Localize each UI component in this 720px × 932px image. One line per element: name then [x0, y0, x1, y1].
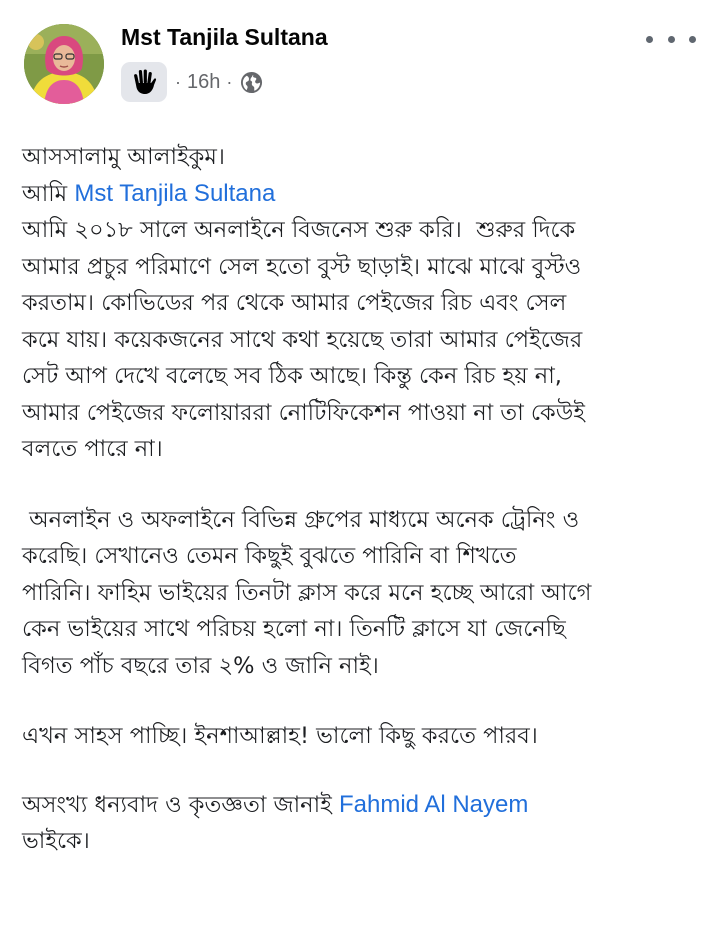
- paragraph-gap: [22, 755, 702, 787]
- paragraph-gap: [22, 468, 702, 502]
- thanks-suffix: ভাইকে।: [22, 828, 90, 854]
- thanks-prefix: অসংখ্য ধন্যবাদ ও কৃতজ্ঞতা জানাই: [22, 791, 339, 818]
- author-name[interactable]: Mst Tanjila Sultana: [121, 24, 328, 50]
- intro-prefix: আমি: [22, 180, 75, 207]
- dot: [689, 36, 696, 43]
- post-header: [0, 0, 720, 120]
- more-options-icon[interactable]: [646, 24, 696, 54]
- dot: [668, 36, 675, 43]
- greeting-text: আসসালামু আলাইকুম।: [22, 144, 225, 170]
- post-meta: [121, 62, 263, 102]
- raised-hand-icon[interactable]: [121, 62, 167, 102]
- avatar-image: [24, 24, 104, 104]
- separator-dot: ·: [175, 71, 181, 92]
- intro-line: [22, 176, 702, 213]
- paragraph-gap: [22, 684, 702, 718]
- dot: [646, 36, 653, 43]
- globe-icon: [240, 71, 263, 94]
- author-mention-link[interactable]: Mst Tanjila Sultana: [74, 179, 276, 207]
- avatar[interactable]: [24, 24, 104, 104]
- paragraph-1: আমি ২০১৮ সালে অনলাইনে বিজনেস শুরু করি। শুরুর দিকে আমার প্রচুর পরিমাণে সেল হতো বুস্ট ছাড়াই। মাঝে মাঝে বুস্টও করতাম। কোভিডের পর থেকে আমার পেইজের রিচ এবং সেল কমে যায়। কয়েকজনের সাথে কথা হয়েছে তারা আমার পেইজের সেট আপ দেখে বলেছে সব ঠিক আছে। কিন্তু কেন রিচ হয় না, আমার পেইজের ফলোয়াররা নোটিফিকেশন পাওয়া না তা কেউই বলতে পারে না।: [22, 217, 585, 462]
- post-timestamp[interactable]: 16h: [187, 70, 221, 93]
- paragraph-2: অনলাইন ও অফলাইনে বিভিন্ন গ্রুপের মাধ্যমে অনেক ট্রেনিং ও করেছি। সেখানেও তেমন কিছুই বুঝতে পারিনি বা শিখতে পারিনি। ফাহিম ভাইয়ের তিনটা ক্লাস করে মনে হচ্ছে আরো আগে কেন ভাইয়ের সাথে পরিচয় হলো না। তিনটি ক্লাসে যা জেনেছি বিগত পাঁচ বছরে তার ২% ও জানি নাই।: [22, 506, 592, 679]
- thanks-line: [22, 787, 702, 824]
- separator-dot: ·: [226, 71, 233, 92]
- fahmid-mention-link[interactable]: Fahmid Al Nayem: [338, 790, 529, 818]
- post-body: [22, 139, 702, 860]
- paragraph-3: এখন সাহস পাচ্ছি। ইনশাআল্লাহ! ভালো কিছু করতে পারব।: [22, 723, 538, 749]
